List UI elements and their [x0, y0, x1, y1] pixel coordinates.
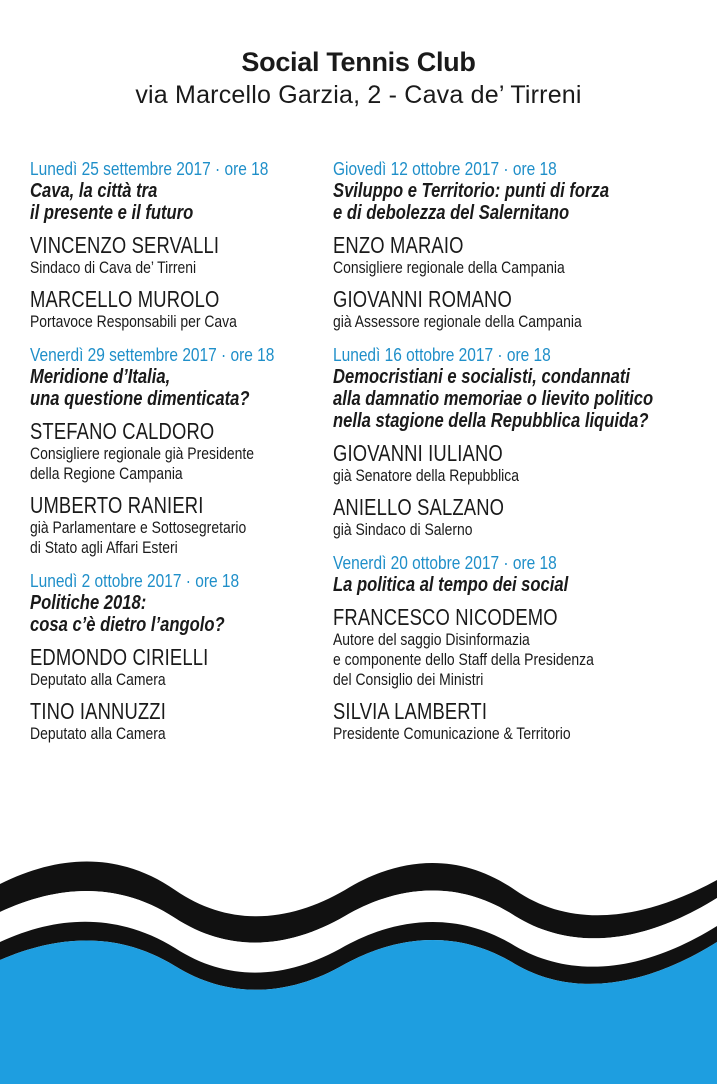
- event-title-line: e di debolezza del Salernitano: [333, 202, 570, 224]
- speaker: [30, 286, 340, 332]
- right-column: [333, 158, 708, 756]
- venue-address: via Marcello Garzia, 2 - Cava de’ Tirreni: [135, 81, 582, 109]
- event-title: [333, 180, 644, 224]
- speaker-role-line: e componente dello Staff della Presidenza: [333, 650, 594, 669]
- event-date: Lunedì 2 ottobre 2017 · ore 18: [30, 571, 240, 591]
- speaker-role-line: già Parlamentare e Sottosegretario: [30, 518, 247, 537]
- event-date: Venerdì 20 ottobre 2017 · ore 18: [333, 553, 557, 573]
- speaker: [30, 492, 340, 558]
- event-title: [30, 366, 287, 410]
- venue-name: Social Tennis Club: [241, 47, 476, 77]
- event: [333, 158, 708, 332]
- event-title-line: Politiche 2018:: [30, 592, 147, 614]
- event-title-line: alla damnatio memoriae o lievito politico: [333, 388, 654, 410]
- speaker-role-line: Portavoce Responsabili per Cava: [30, 312, 237, 331]
- speaker: [333, 604, 708, 690]
- speaker-name: GIOVANNI ROMANO: [333, 286, 512, 312]
- event-title: [333, 366, 654, 432]
- speaker-role-line: già Senatore della Repubblica: [333, 466, 519, 485]
- event: [333, 552, 708, 744]
- speaker-role-line: Deputato alla Camera: [30, 724, 166, 743]
- speaker: [333, 494, 708, 540]
- event-title-line: Meridione d’Italia,: [30, 366, 171, 388]
- speaker-role: [30, 724, 284, 744]
- speaker: [30, 232, 340, 278]
- speaker-role: [333, 630, 641, 690]
- speaker-role-line: di Stato agli Affari Esteri: [30, 538, 178, 557]
- speaker-name: UMBERTO RANIERI: [30, 492, 204, 518]
- event-title: [30, 180, 287, 224]
- speaker-role: [333, 466, 641, 486]
- speaker-name: TINO IANNUZZI: [30, 698, 166, 724]
- speaker-name: GIOVANNI IULIANO: [333, 440, 503, 466]
- event-date: Venerdì 29 settembre 2017 · ore 18: [30, 345, 275, 365]
- speaker-role: [30, 444, 284, 484]
- event-title-line: Democristiani e socialisti, condannati: [333, 366, 631, 388]
- event-title-line: una questione dimenticata?: [30, 388, 250, 410]
- event-title-line: Cava, la città tra: [30, 180, 158, 202]
- speaker: [333, 286, 708, 332]
- speaker-role-line: Consigliere regionale della Campania: [333, 258, 565, 277]
- event-title-line: cosa c’è dietro l’angolo?: [30, 614, 225, 636]
- speaker-role-line: già Sindaco di Salerno: [333, 520, 473, 539]
- speaker-role: [333, 724, 641, 744]
- speaker-role-line: già Assessore regionale della Campania: [333, 312, 582, 331]
- speaker-name: ENZO MARAIO: [333, 232, 464, 258]
- event: [333, 344, 708, 540]
- speaker-role: [30, 312, 284, 332]
- speaker: [333, 440, 708, 486]
- event: [30, 158, 340, 332]
- header: [0, 46, 717, 110]
- bottom-waves-graphic: [0, 850, 717, 1084]
- speaker-name: FRANCESCO NICODEMO: [333, 604, 558, 630]
- speaker-name: MARCELLO MUROLO: [30, 286, 220, 312]
- event-date: Lunedì 25 settembre 2017 · ore 18: [30, 159, 269, 179]
- speaker-name: EDMONDO CIRIELLI: [30, 644, 209, 670]
- speaker-role: [333, 520, 641, 540]
- speaker-name: ANIELLO SALZANO: [333, 494, 505, 520]
- event-date: Lunedì 16 ottobre 2017 · ore 18: [333, 345, 551, 365]
- speaker-role: [30, 670, 284, 690]
- speaker-name: SILVIA LAMBERTI: [333, 698, 488, 724]
- speaker-role-line: Presidente Comunicazione & Territorio: [333, 724, 571, 743]
- speaker-role: [30, 258, 284, 278]
- event-title: [30, 592, 287, 636]
- speaker-role-line: del Consiglio dei Ministri: [333, 670, 484, 689]
- speaker: [333, 232, 708, 278]
- speaker-role-line: della Regione Campania: [30, 464, 183, 483]
- speaker-role-line: Consigliere regionale già Presidente: [30, 444, 254, 463]
- speaker-role: [30, 518, 284, 558]
- speaker-role-line: Deputato alla Camera: [30, 670, 166, 689]
- speaker: [333, 698, 708, 744]
- event: [30, 344, 340, 558]
- speaker: [30, 698, 340, 744]
- event-title: [333, 574, 644, 596]
- event-title-line: Sviluppo e Territorio: punti di forza: [333, 180, 610, 202]
- speaker-role-line: Autore del saggio Disinformazia: [333, 630, 530, 649]
- speaker-role: [333, 312, 641, 332]
- speaker-role: [333, 258, 641, 278]
- speaker-name: STEFANO CALDORO: [30, 418, 215, 444]
- event-date: Giovedì 12 ottobre 2017 · ore 18: [333, 159, 557, 179]
- speaker-role-line: Sindaco di Cava de’ Tirreni: [30, 258, 197, 277]
- speaker-name: VINCENZO SERVALLI: [30, 232, 220, 258]
- speaker: [30, 644, 340, 690]
- event-title-line: nella stagione della Repubblica liquida?: [333, 410, 649, 432]
- left-column: [30, 158, 340, 756]
- event-title-line: il presente e il futuro: [30, 202, 194, 224]
- event: [30, 570, 340, 744]
- event-title-line: La politica al tempo dei social: [333, 574, 569, 596]
- speaker: [30, 418, 340, 484]
